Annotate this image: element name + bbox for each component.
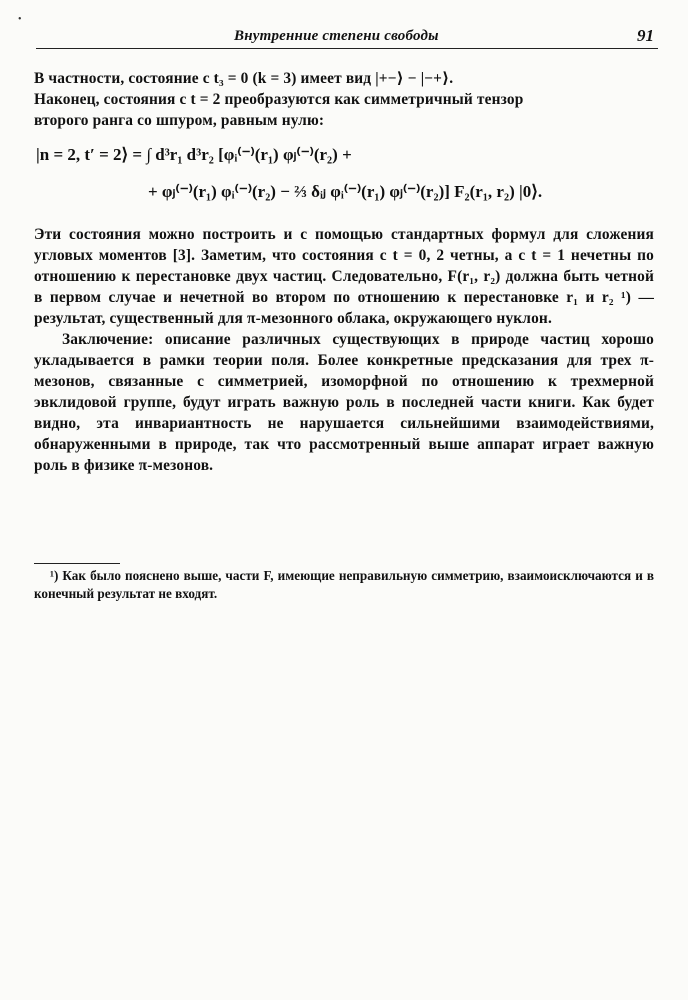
text-line: В частности, состояние с t₃ = 0 (k = 3) имеет вид |+−⟩ − |−+⟩. xyxy=(34,70,454,87)
paragraph-intro xyxy=(34,68,654,131)
equation-line-2: + φⱼ⁽⁻⁾(r₁) φᵢ⁽⁻⁾(r₂) − ⅔ δᵢⱼ φᵢ⁽⁻⁾(r₁) φⱼ⁽⁻⁾(r₂)] F₂(r₁, r₂) |0⟩. xyxy=(148,182,543,201)
paragraph-states: Эти состояния можно построить и с помощью стандартных формул для сложения угловых моментов [3]. Заметим, что состояния с t = 0, 2 четны, а с t = 1 нечетны по отношению к перестановке двух частиц. Следовательно, F(r₁, r₂) должна быть четной в первом случае и нечетной во втором по отношению к перестановке r₁ и r₂ ¹) — результат, существенный для π-мезонного облака, окружающего нуклон. xyxy=(34,226,654,327)
text-line: второго ранга со шпуром, равным нулю: xyxy=(34,112,325,129)
equation-line-1: |n = 2, t′ = 2⟩ = ∫ d³r₁ d³r₂ [φᵢ⁽⁻⁾(r₁) φⱼ⁽⁻⁾(r₂) + xyxy=(36,145,352,164)
page-header xyxy=(36,22,658,49)
page-number: 91 xyxy=(637,26,654,45)
corner-mark: • xyxy=(18,14,22,25)
footnote-rule xyxy=(34,563,120,564)
paragraph-conclusion: Заключение: описание различных существующих в природе частиц хорошо укладывается в рамки теории поля. Более конкретные предсказания для трех π-мезонов, связанные с симметрией, изоморфной по отношению к трехмерной эвклидовой группе, будут играть важную роль в последней части книги. Как будет видно, эта инвариантность не нарушается сильнейшими взаимодействиями, обнаруженными в природе, так что рассмотренный выше аппарат играет важную роль в физике π-мезонов. xyxy=(34,331,654,474)
text-line: Наконец, состояния с t = 2 преобразуются как симметричный тензор xyxy=(34,91,524,108)
body-text xyxy=(34,224,654,476)
footnote: ¹) Как было пояснено выше, части F, имеющие неправильную симметрию, взаимоисключаются и в конечный результат не входят. xyxy=(34,568,654,601)
running-title: Внутренние степени свободы xyxy=(234,28,439,44)
